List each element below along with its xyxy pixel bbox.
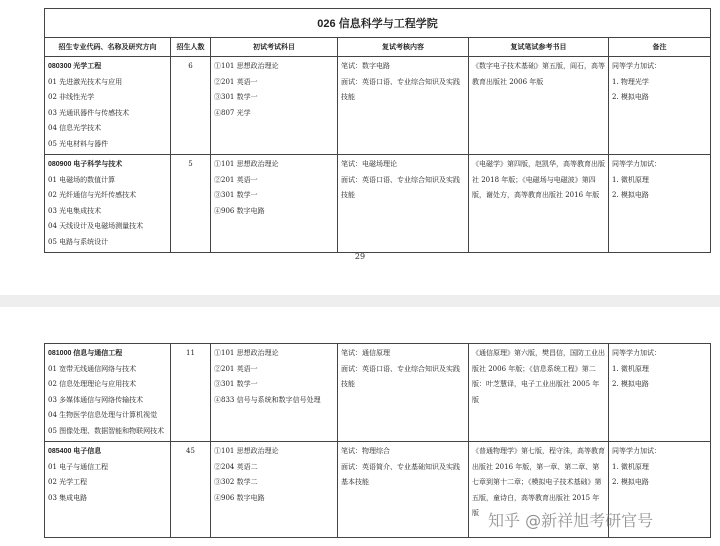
note-item: 1. 微机原理 (612, 175, 649, 184)
enrollment-count: 45 (171, 442, 211, 538)
page-number: 29 (354, 252, 366, 261)
exam-item: ④906 数字电路 (214, 206, 265, 215)
exam-item: ④906 数字电路 (214, 493, 265, 502)
major-cell (45, 155, 171, 253)
note-item: 1. 微机原理 (612, 462, 649, 471)
retest-cell (338, 442, 469, 538)
exam-item: ②204 英语二 (214, 462, 258, 471)
retest-interview: 面试：英语口语、专业综合知识及实践技能 (341, 77, 460, 101)
books-cell (469, 155, 609, 253)
reference-books: 《电磁学》第四版，赵凯华，高等教育出版社 2018 年版；《电磁场与电磁波》第四版，谢处方，高等教育出版社 2016 年版 (472, 160, 605, 199)
notes-cell (609, 57, 711, 155)
major-name: 080900 电子科学与技术 (48, 161, 123, 168)
retest-cell (338, 344, 469, 442)
exam-item: ③301 数学一 (214, 191, 258, 199)
exams-cell (211, 344, 338, 442)
col-header-notes: 备注 (609, 38, 711, 57)
enrollment-count: 6 (171, 57, 211, 155)
major-cell (45, 442, 171, 538)
col-header-major: 招生专业代码、名称及研究方向 (45, 38, 171, 57)
direction-item: 02 信息处理理论与应用技术 (48, 380, 137, 388)
table-header-row (45, 38, 711, 57)
retest-written: 笔试：电磁场理论 (341, 160, 397, 168)
note-item: 同等学力加试： (612, 62, 661, 70)
major-cell (45, 57, 171, 155)
direction-item: 01 宽带无线通信网络与技术 (48, 364, 137, 373)
retest-written: 笔试：数字电路 (341, 62, 390, 70)
note-item: 2. 模拟电路 (612, 191, 649, 199)
direction-item: 02 光纤通信与光纤传感技术 (48, 191, 137, 199)
major-cell (45, 344, 171, 442)
note-item: 同等学力加试： (612, 349, 661, 357)
exam-item: ④807 光学 (214, 108, 251, 117)
table-row (45, 344, 711, 442)
reference-books: 《数字电子技术基础》第五版，阎石，高等教育出版社 2006 年版 (472, 62, 605, 86)
retest-interview: 面试：英语简介、专业基础知识及实践基本技能 (341, 462, 460, 486)
table-row (45, 57, 711, 155)
col-header-retest: 复试考核内容 (338, 38, 469, 57)
enrollment-count: 11 (171, 344, 211, 442)
col-header-books: 复试笔试参考书目 (469, 38, 609, 57)
exam-item: ①101 思想政治理论 (214, 62, 279, 70)
retest-interview: 面试：英语口语、专业综合知识及实践技能 (341, 364, 460, 388)
direction-item: 05 电路与系统设计 (48, 237, 109, 246)
notes-cell (609, 344, 711, 442)
direction-item: 03 多媒体通信与网络传输技术 (48, 395, 144, 404)
note-item: 2. 模拟电路 (612, 478, 649, 486)
direction-item: 01 电子与通信工程 (48, 462, 109, 471)
exam-item: ③301 数学一 (214, 380, 258, 388)
major-name: 085400 电子信息 (48, 448, 102, 455)
note-item: 同等学力加试： (612, 160, 661, 168)
table-row (45, 155, 711, 253)
note-item: 1. 物理光学 (612, 77, 649, 86)
reference-books: 《普通物理学》第七版，程守洙，高等教育出版社 2016 年版，第一章、第二章、第七章到第十二章；《模拟电子技术基础》第五版，童诗白，高等教育出版社 2015 年版 (472, 447, 605, 517)
direction-item: 05 图像处理、数据智能和物联网技术 (48, 426, 165, 435)
retest-written: 笔试：物理综合 (341, 447, 390, 455)
direction-item: 04 信息光学技术 (48, 124, 102, 132)
retest-written: 笔试：通信原理 (341, 349, 390, 357)
enrollment-count: 5 (171, 155, 211, 253)
exam-item: ④833 信号与系统和数字信号处理 (214, 395, 321, 404)
note-item: 2. 模拟电路 (612, 93, 649, 101)
college-title: 026 信息科学与工程学院 (45, 9, 711, 38)
direction-item: 04 生物医学信息处理与计算机视觉 (48, 411, 158, 419)
note-item: 1. 微机原理 (612, 364, 649, 373)
admissions-table-page1 (44, 8, 711, 253)
exam-item: ①101 思想政治理论 (214, 349, 279, 357)
col-header-count: 招生人数 (171, 38, 211, 57)
direction-item: 02 非线性光学 (48, 93, 95, 101)
exams-cell (211, 57, 338, 155)
direction-item: 05 光电材料与器件 (48, 139, 109, 148)
exam-item: ②201 英语一 (214, 175, 258, 184)
note-item: 2. 模拟电路 (612, 380, 649, 388)
exam-item: ①101 思想政治理论 (214, 447, 279, 455)
exam-item: ②201 英语一 (214, 364, 258, 373)
books-cell (469, 57, 609, 155)
notes-cell (609, 155, 711, 253)
direction-item: 01 先进激光技术与应用 (48, 77, 123, 86)
major-name: 081000 信息与通信工程 (48, 350, 123, 357)
col-header-exams: 初试考试科目 (211, 38, 338, 57)
retest-interview: 面试：英语口语、专业综合知识及实践技能 (341, 175, 460, 199)
exam-item: ①101 思想政治理论 (214, 160, 279, 168)
watermark-text: 知乎 @新祥旭考研官号 (488, 511, 654, 530)
exam-item: ③302 数学二 (214, 478, 258, 486)
direction-item: 03 光通讯器件与传感技术 (48, 108, 130, 117)
exams-cell (211, 442, 338, 538)
retest-cell (338, 57, 469, 155)
exam-item: ②201 英语一 (214, 77, 258, 86)
exams-cell (211, 155, 338, 253)
major-name: 080300 光学工程 (48, 63, 102, 70)
direction-item: 03 光电集成技术 (48, 206, 102, 215)
reference-books: 《通信原理》第六版，樊昌信，国防工业出版社 2006 年版；《信息系统工程》第二版：叶芝慧译，电子工业出版社 2005 年版 (472, 349, 605, 404)
retest-cell (338, 155, 469, 253)
direction-item: 04 天线设计及电磁场测量技术 (48, 222, 144, 230)
note-item: 同等学力加试： (612, 447, 661, 455)
direction-item: 02 光学工程 (48, 478, 88, 486)
books-cell (469, 344, 609, 442)
page-separator (0, 295, 720, 307)
direction-item: 01 电磁场的数值计算 (48, 175, 116, 184)
direction-item: 03 集成电路 (48, 493, 88, 502)
exam-item: ③301 数学一 (214, 93, 258, 101)
